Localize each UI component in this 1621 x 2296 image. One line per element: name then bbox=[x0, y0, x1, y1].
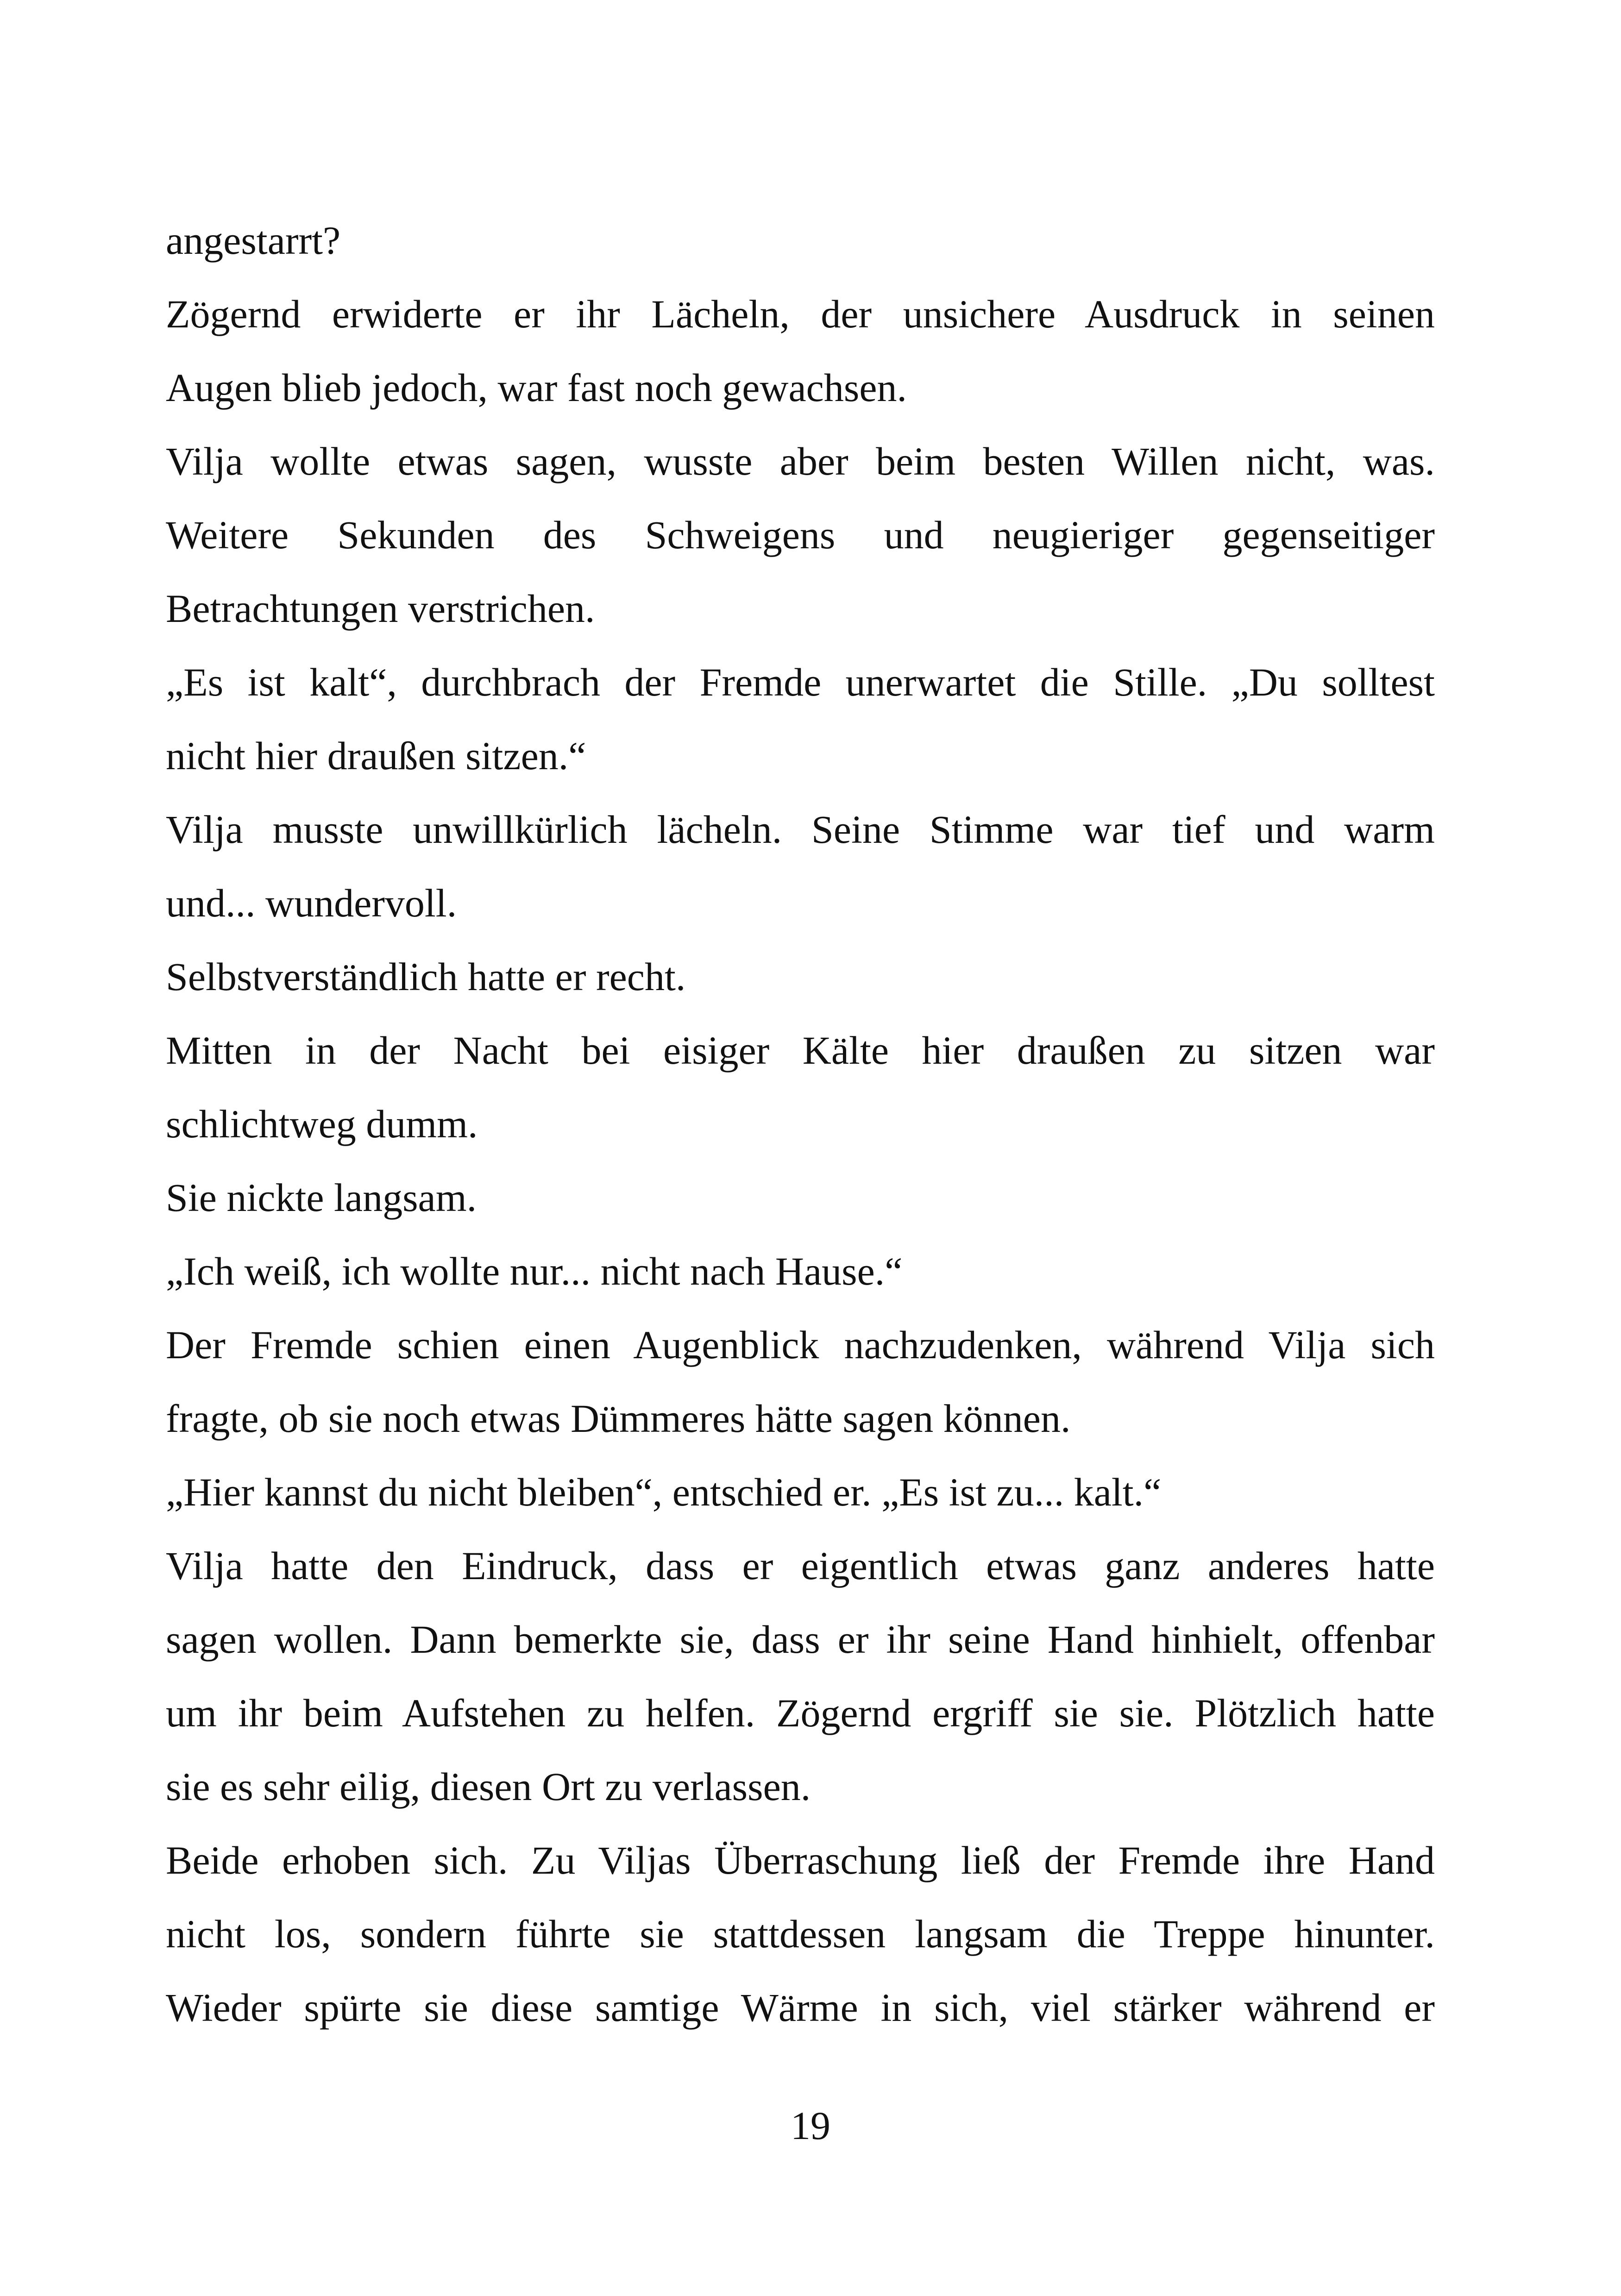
text-line: Mitten in der Nacht bei eisiger Kälte hier draußen zu sitzen war bbox=[166, 1028, 1435, 1073]
text-line: Augen blieb jedoch, war fast noch gewachsen. bbox=[166, 365, 907, 410]
text-line: Der Fremde schien einen Augenblick nachzudenken, während Vilja sich bbox=[166, 1323, 1435, 1367]
text-line: Vilja hatte den Eindruck, dass er eigentlich etwas ganz anderes hatte bbox=[166, 1543, 1435, 1588]
text-line: sagen wollen. Dann bemerkte sie, dass er ihr seine Hand hinhielt, offenbar bbox=[166, 1617, 1435, 1662]
text-line: sie es sehr eilig, diesen Ort zu verlassen. bbox=[166, 1764, 811, 1809]
text-line: Selbstverständlich hatte er recht. bbox=[166, 954, 686, 999]
page-number: 19 bbox=[791, 2103, 830, 2148]
text-line: Vilja wollte etwas sagen, wusste aber beim besten Willen nicht, was. bbox=[166, 439, 1435, 483]
text-line: Beide erhoben sich. Zu Viljas Überraschung ließ der Fremde ihre Hand bbox=[166, 1838, 1435, 1882]
text-line: und... wundervoll. bbox=[166, 881, 457, 925]
text-line: Vilja musste unwillkürlich lächeln. Seine Stimme war tief und warm bbox=[166, 807, 1435, 852]
text-line: nicht los, sondern führte sie stattdessen langsam die Treppe hinunter. bbox=[166, 1912, 1435, 1956]
text-line: „Es ist kalt“, durchbrach der Fremde unerwartet die Stille. „Du solltest bbox=[166, 660, 1435, 704]
text-line: fragte, ob sie noch etwas Dümmeres hätte sagen können. bbox=[166, 1396, 1071, 1441]
text-line: um ihr beim Aufstehen zu helfen. Zögernd ergriff sie sie. Plötzlich hatte bbox=[166, 1691, 1435, 1735]
text-line: angestarrt? bbox=[166, 218, 341, 263]
text-line: Wieder spürte sie diese samtige Wärme in sich, viel stärker während er bbox=[166, 1985, 1435, 2030]
text-line: Weitere Sekunden des Schweigens und neugieriger gegenseitiger bbox=[166, 513, 1435, 557]
text-line: Zögernd erwiderte er ihr Lächeln, der unsichere Ausdruck in seinen bbox=[166, 292, 1435, 336]
text-line: „Hier kannst du nicht bleiben“, entschied er. „Es ist zu... kalt.“ bbox=[166, 1470, 1162, 1514]
text-line: schlichtweg dumm. bbox=[166, 1102, 478, 1146]
body-text bbox=[166, 204, 1435, 2045]
text-line: „Ich weiß, ich wollte nur... nicht nach Hause.“ bbox=[166, 1249, 903, 1293]
text-line: Sie nickte langsam. bbox=[166, 1175, 477, 1220]
text-line: Betrachtungen verstrichen. bbox=[166, 586, 595, 631]
text-line: nicht hier draußen sitzen.“ bbox=[166, 734, 586, 778]
